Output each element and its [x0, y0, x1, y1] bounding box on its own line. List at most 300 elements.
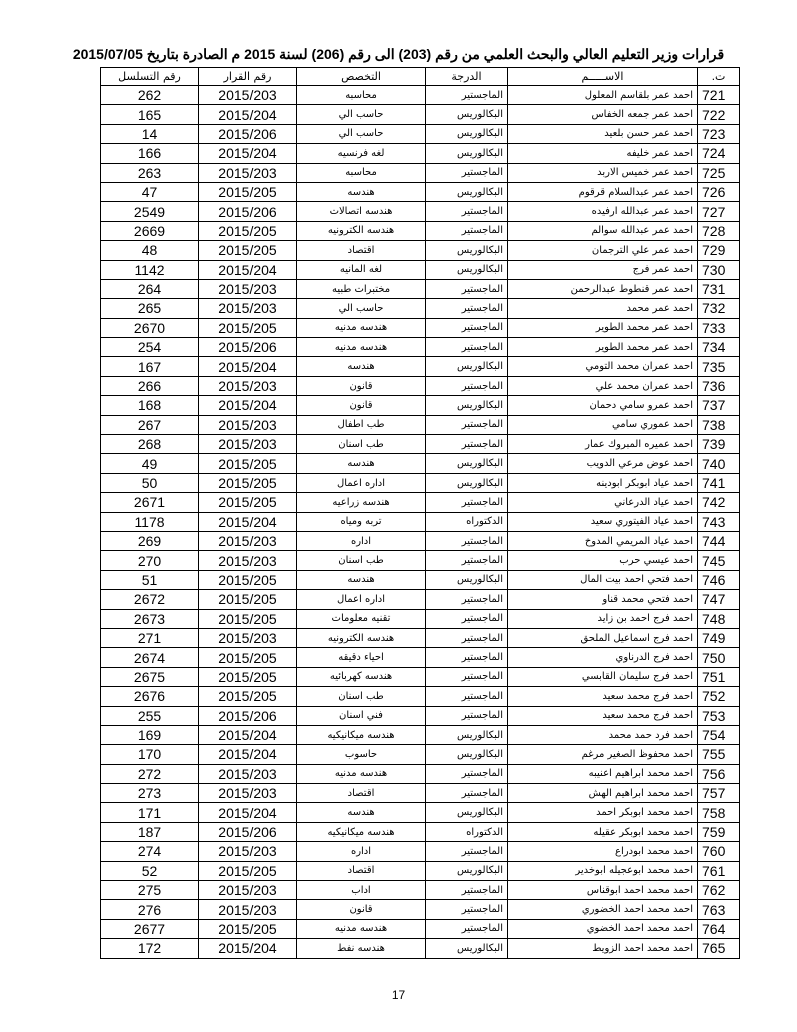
row-index: 743	[698, 512, 740, 531]
row-index: 724	[698, 144, 740, 163]
row-name: احمد عمر عبدالله سوالم	[508, 221, 698, 240]
table-row	[101, 163, 740, 182]
table-row	[101, 784, 740, 803]
row-degree: البكالوريس	[426, 570, 508, 589]
row-degree: الماجستير	[426, 667, 508, 686]
row-specialty: اداره اعمال	[297, 590, 426, 609]
row-specialty: هندسه	[297, 182, 426, 201]
row-serial-number: 269	[101, 531, 199, 550]
row-specialty: حاسب الي	[297, 105, 426, 124]
row-degree: الماجستير	[426, 279, 508, 298]
row-serial-number: 2669	[101, 221, 199, 240]
row-specialty: فني اسنان	[297, 706, 426, 725]
row-name: احمد عمر خميس الاربد	[508, 163, 698, 182]
row-index: 748	[698, 609, 740, 628]
row-specialty: اقتصاد	[297, 241, 426, 260]
row-degree: الماجستير	[426, 86, 508, 105]
row-serial-number: 166	[101, 144, 199, 163]
row-name: احمد فرج سليمان القابسي	[508, 667, 698, 686]
row-serial-number: 2670	[101, 318, 199, 337]
row-specialty: هندسه الكترونيه	[297, 628, 426, 647]
table-row	[101, 202, 740, 221]
table-body	[101, 86, 740, 959]
row-specialty: هندسه	[297, 454, 426, 473]
row-serial-number: 2672	[101, 590, 199, 609]
row-specialty: هندسه اتصالات	[297, 202, 426, 221]
row-specialty: هندسه الكترونيه	[297, 221, 426, 240]
row-serial-number: 1178	[101, 512, 199, 531]
row-degree: البكالوريس	[426, 396, 508, 415]
table-row	[101, 551, 740, 570]
row-decision-number: 2015/205	[199, 454, 297, 473]
row-index: 750	[698, 648, 740, 667]
row-specialty: مختبرات طبيه	[297, 279, 426, 298]
row-degree: البكالوريس	[426, 241, 508, 260]
row-decision-number: 2015/203	[199, 376, 297, 395]
row-name: احمد فرج اسماعيل الملحق	[508, 628, 698, 647]
table-row	[101, 531, 740, 550]
row-degree: الماجستير	[426, 687, 508, 706]
row-decision-number: 2015/205	[199, 648, 297, 667]
row-index: 747	[698, 590, 740, 609]
row-specialty: هندسه ميكانيكيه	[297, 725, 426, 744]
row-decision-number: 2015/205	[199, 182, 297, 201]
row-index: 740	[698, 454, 740, 473]
row-decision-number: 2015/203	[199, 551, 297, 570]
row-specialty: هندسه مدنيه	[297, 338, 426, 357]
row-index: 760	[698, 842, 740, 861]
row-decision-number: 2015/206	[199, 124, 297, 143]
row-name: احمد عمران محمد التومي	[508, 357, 698, 376]
row-degree: الماجستير	[426, 318, 508, 337]
row-decision-number: 2015/203	[199, 163, 297, 182]
row-name: احمد عمر عبدالله ارفيده	[508, 202, 698, 221]
row-index: 758	[698, 803, 740, 822]
row-index: 730	[698, 260, 740, 279]
row-index: 722	[698, 105, 740, 124]
table-row	[101, 376, 740, 395]
row-degree: البكالوريس	[426, 803, 508, 822]
row-degree: البكالوريس	[426, 454, 508, 473]
row-serial-number: 270	[101, 551, 199, 570]
row-serial-number: 275	[101, 881, 199, 900]
row-degree: البكالوريس	[426, 105, 508, 124]
table-row	[101, 318, 740, 337]
row-specialty: احياء دقيقه	[297, 648, 426, 667]
row-specialty: حاسب الي	[297, 299, 426, 318]
row-decision-number: 2015/203	[199, 86, 297, 105]
row-serial-number: 266	[101, 376, 199, 395]
table-row	[101, 221, 740, 240]
row-index: 749	[698, 628, 740, 647]
row-decision-number: 2015/205	[199, 318, 297, 337]
row-serial-number: 50	[101, 473, 199, 492]
row-name: احمد عيسي حرب	[508, 551, 698, 570]
row-name: احمد فرج محمد سعيد	[508, 706, 698, 725]
row-index: 732	[698, 299, 740, 318]
row-serial-number: 263	[101, 163, 199, 182]
row-decision-number: 2015/203	[199, 299, 297, 318]
row-specialty: هندسه مدنيه	[297, 318, 426, 337]
table-row	[101, 725, 740, 744]
row-name: احمد عمر محمد الطوير	[508, 318, 698, 337]
row-name: احمد عمر محمد	[508, 299, 698, 318]
table-row	[101, 706, 740, 725]
table-row	[101, 357, 740, 376]
row-index: 731	[698, 279, 740, 298]
document-title: قرارات وزير التعليم العالي والبحث العلمي من رقم (203) الى رقم (206) لسنة 2015 م الصادرة بتاريخ 2015/07/05	[72, 46, 725, 62]
table-row	[101, 900, 740, 919]
row-name: احمد عمر جمعه الخفاس	[508, 105, 698, 124]
row-degree: الماجستير	[426, 376, 508, 395]
row-serial-number: 2675	[101, 667, 199, 686]
row-specialty: تقنيه معلومات	[297, 609, 426, 628]
row-index: 754	[698, 725, 740, 744]
row-name: احمد عمر خليفه	[508, 144, 698, 163]
table-row	[101, 86, 740, 105]
table-row	[101, 667, 740, 686]
row-specialty: هندسه	[297, 803, 426, 822]
table-row	[101, 628, 740, 647]
row-serial-number: 1142	[101, 260, 199, 279]
row-serial-number: 165	[101, 105, 199, 124]
row-index: 765	[698, 939, 740, 958]
table-row	[101, 648, 740, 667]
table-row	[101, 105, 740, 124]
row-decision-number: 2015/206	[199, 822, 297, 841]
row-degree: الماجستير	[426, 202, 508, 221]
row-name: احمد فتحي محمد قناو	[508, 590, 698, 609]
row-index: 735	[698, 357, 740, 376]
row-index: 752	[698, 687, 740, 706]
row-decision-number: 2015/205	[199, 667, 297, 686]
row-serial-number: 2677	[101, 919, 199, 938]
header-index: ت.	[698, 68, 740, 86]
row-name: احمد عمران محمد علي	[508, 376, 698, 395]
row-decision-number: 2015/206	[199, 202, 297, 221]
row-serial-number: 274	[101, 842, 199, 861]
table-row	[101, 396, 740, 415]
header-name: الاســـــم	[508, 68, 698, 86]
row-name: احمد عمر قنطوط عبدالرحمن	[508, 279, 698, 298]
row-decision-number: 2015/205	[199, 609, 297, 628]
row-decision-number: 2015/205	[199, 221, 297, 240]
row-serial-number: 2673	[101, 609, 199, 628]
row-index: 728	[698, 221, 740, 240]
row-specialty: اداره اعمال	[297, 473, 426, 492]
row-decision-number: 2015/204	[199, 745, 297, 764]
row-name: احمد عياد الدرعاني	[508, 493, 698, 512]
row-index: 723	[698, 124, 740, 143]
row-index: 762	[698, 881, 740, 900]
row-index: 744	[698, 531, 740, 550]
row-index: 757	[698, 784, 740, 803]
row-index: 763	[698, 900, 740, 919]
row-decision-number: 2015/204	[199, 105, 297, 124]
row-name: احمد فرج محمد سعيد	[508, 687, 698, 706]
table-row	[101, 687, 740, 706]
row-serial-number: 2676	[101, 687, 199, 706]
row-decision-number: 2015/204	[199, 260, 297, 279]
row-name: احمد عمر حسن بلعيد	[508, 124, 698, 143]
row-decision-number: 2015/205	[199, 241, 297, 260]
row-degree: الماجستير	[426, 900, 508, 919]
table-row	[101, 881, 740, 900]
row-decision-number: 2015/204	[199, 939, 297, 958]
row-name: احمد عمر محمد الطوير	[508, 338, 698, 357]
row-decision-number: 2015/203	[199, 531, 297, 550]
row-name: احمد عياد المريمي المدوخ	[508, 531, 698, 550]
row-serial-number: 2671	[101, 493, 199, 512]
table-row	[101, 279, 740, 298]
row-specialty: طب اطفال	[297, 415, 426, 434]
row-degree: الماجستير	[426, 706, 508, 725]
row-specialty: حاسب الي	[297, 124, 426, 143]
row-serial-number: 262	[101, 86, 199, 105]
row-index: 726	[698, 182, 740, 201]
row-specialty: قانون	[297, 900, 426, 919]
row-serial-number: 187	[101, 822, 199, 841]
row-degree: الماجستير	[426, 551, 508, 570]
row-degree: الماجستير	[426, 299, 508, 318]
row-name: احمد فرج احمد بن زايد	[508, 609, 698, 628]
table-row	[101, 473, 740, 492]
row-specialty: قانون	[297, 376, 426, 395]
row-decision-number: 2015/204	[199, 357, 297, 376]
row-name: احمد عياد الفيتوري سعيد	[508, 512, 698, 531]
row-name: احمد عمرو سامي دحمان	[508, 396, 698, 415]
row-degree: الماجستير	[426, 842, 508, 861]
row-specialty: تربه ومياه	[297, 512, 426, 531]
row-specialty: هندسه كهربائيه	[297, 667, 426, 686]
row-decision-number: 2015/204	[199, 512, 297, 531]
row-degree: الدكتوراه	[426, 512, 508, 531]
row-serial-number: 171	[101, 803, 199, 822]
row-specialty: هندسه	[297, 570, 426, 589]
row-serial-number: 51	[101, 570, 199, 589]
row-name: احمد فتحي احمد بيت المال	[508, 570, 698, 589]
row-degree: الماجستير	[426, 493, 508, 512]
row-degree: البكالوريس	[426, 939, 508, 958]
row-name: احمد فرج الدرناوي	[508, 648, 698, 667]
table-row	[101, 260, 740, 279]
row-name: احمد محمد احمد ابوقناس	[508, 881, 698, 900]
row-degree: الماجستير	[426, 609, 508, 628]
row-decision-number: 2015/205	[199, 919, 297, 938]
table-header-row	[101, 68, 740, 86]
row-specialty: حاسوب	[297, 745, 426, 764]
row-name: احمد فرد حمد محمد	[508, 725, 698, 744]
row-index: 733	[698, 318, 740, 337]
row-degree: البكالوريس	[426, 144, 508, 163]
row-specialty: هندسه نفط	[297, 939, 426, 958]
row-serial-number: 276	[101, 900, 199, 919]
row-specialty: لغه المانيه	[297, 260, 426, 279]
row-specialty: قانون	[297, 396, 426, 415]
row-degree: البكالوريس	[426, 473, 508, 492]
row-degree: الماجستير	[426, 881, 508, 900]
table-row	[101, 939, 740, 958]
row-decision-number: 2015/206	[199, 706, 297, 725]
row-index: 764	[698, 919, 740, 938]
row-index: 739	[698, 435, 740, 454]
table-row	[101, 842, 740, 861]
row-name: احمد محمد احمد الخضوي	[508, 919, 698, 938]
row-serial-number: 264	[101, 279, 199, 298]
row-serial-number: 47	[101, 182, 199, 201]
row-serial-number: 272	[101, 764, 199, 783]
table-row	[101, 338, 740, 357]
row-decision-number: 2015/203	[199, 900, 297, 919]
table-row	[101, 454, 740, 473]
row-serial-number: 14	[101, 124, 199, 143]
row-decision-number: 2015/205	[199, 687, 297, 706]
row-serial-number: 268	[101, 435, 199, 454]
row-serial-number: 254	[101, 338, 199, 357]
row-degree: الماجستير	[426, 435, 508, 454]
table-row	[101, 493, 740, 512]
row-index: 742	[698, 493, 740, 512]
row-specialty: طب اسنان	[297, 435, 426, 454]
row-index: 737	[698, 396, 740, 415]
table-row	[101, 822, 740, 841]
table-row	[101, 745, 740, 764]
row-index: 738	[698, 415, 740, 434]
table-row	[101, 570, 740, 589]
row-degree: الماجستير	[426, 764, 508, 783]
row-specialty: محاسبه	[297, 86, 426, 105]
row-serial-number: 167	[101, 357, 199, 376]
row-specialty: اداره	[297, 842, 426, 861]
row-degree: البكالوريس	[426, 260, 508, 279]
row-name: احمد محمد ابودراع	[508, 842, 698, 861]
row-index: 721	[698, 86, 740, 105]
table-row	[101, 590, 740, 609]
row-index: 753	[698, 706, 740, 725]
row-degree: البكالوريس	[426, 124, 508, 143]
row-decision-number: 2015/203	[199, 628, 297, 647]
row-name: احمد عمر عبدالسلام قرقوم	[508, 182, 698, 201]
page-number: 17	[391, 988, 406, 1002]
row-decision-number: 2015/203	[199, 784, 297, 803]
row-serial-number: 2674	[101, 648, 199, 667]
row-degree: البكالوريس	[426, 725, 508, 744]
row-decision-number: 2015/203	[199, 279, 297, 298]
row-index: 755	[698, 745, 740, 764]
table-row	[101, 803, 740, 822]
row-serial-number: 2549	[101, 202, 199, 221]
header-specialty: التخصص	[297, 68, 426, 86]
row-degree: الماجستير	[426, 919, 508, 938]
row-decision-number: 2015/205	[199, 861, 297, 880]
row-decision-number: 2015/203	[199, 764, 297, 783]
decisions-table	[100, 67, 740, 959]
row-decision-number: 2015/206	[199, 338, 297, 357]
table-row	[101, 144, 740, 163]
row-specialty: محاسبه	[297, 163, 426, 182]
table-row	[101, 124, 740, 143]
row-index: 746	[698, 570, 740, 589]
row-degree: البكالوريس	[426, 182, 508, 201]
row-name: احمد محمد ابراهيم اعنيبه	[508, 764, 698, 783]
row-degree: الماجستير	[426, 221, 508, 240]
table-row	[101, 764, 740, 783]
row-index: 756	[698, 764, 740, 783]
row-serial-number: 265	[101, 299, 199, 318]
row-specialty: هندسه ميكانيكيه	[297, 822, 426, 841]
row-serial-number: 273	[101, 784, 199, 803]
row-decision-number: 2015/203	[199, 415, 297, 434]
row-degree: الماجستير	[426, 531, 508, 550]
row-serial-number: 49	[101, 454, 199, 473]
row-specialty: طب اسنان	[297, 551, 426, 570]
row-index: 745	[698, 551, 740, 570]
row-name: احمد محمد ابوبكر احمد	[508, 803, 698, 822]
row-degree: الماجستير	[426, 163, 508, 182]
row-decision-number: 2015/203	[199, 881, 297, 900]
row-specialty: اقتصاد	[297, 861, 426, 880]
row-degree: الماجستير	[426, 590, 508, 609]
table-row	[101, 609, 740, 628]
row-specialty: لغه فرنسيه	[297, 144, 426, 163]
row-index: 751	[698, 667, 740, 686]
row-specialty: اقتصاد	[297, 784, 426, 803]
row-decision-number: 2015/205	[199, 570, 297, 589]
row-serial-number: 168	[101, 396, 199, 415]
header-degree: الدرجة	[426, 68, 508, 86]
row-decision-number: 2015/203	[199, 842, 297, 861]
header-decision-number: رقم القرار	[199, 68, 297, 86]
header-serial-number: رقم التسلسل	[101, 68, 199, 86]
table-row	[101, 435, 740, 454]
table-row	[101, 241, 740, 260]
row-index: 736	[698, 376, 740, 395]
row-decision-number: 2015/205	[199, 590, 297, 609]
row-index: 725	[698, 163, 740, 182]
row-serial-number: 169	[101, 725, 199, 744]
row-serial-number: 271	[101, 628, 199, 647]
row-name: احمد عمر بلقاسم المعلول	[508, 86, 698, 105]
row-index: 727	[698, 202, 740, 221]
table-row	[101, 182, 740, 201]
row-index: 741	[698, 473, 740, 492]
row-name: احمد محفوظ الصغير مرغم	[508, 745, 698, 764]
row-decision-number: 2015/204	[199, 396, 297, 415]
row-degree: الماجستير	[426, 784, 508, 803]
row-serial-number: 172	[101, 939, 199, 958]
row-specialty: اداب	[297, 881, 426, 900]
row-decision-number: 2015/205	[199, 473, 297, 492]
row-name: احمد محمد احمد الزويط	[508, 939, 698, 958]
row-index: 729	[698, 241, 740, 260]
row-specialty: اداره	[297, 531, 426, 550]
row-degree: البكالوريس	[426, 861, 508, 880]
row-degree: الماجستير	[426, 338, 508, 357]
row-serial-number: 170	[101, 745, 199, 764]
table-row	[101, 512, 740, 531]
row-decision-number: 2015/204	[199, 725, 297, 744]
row-serial-number: 255	[101, 706, 199, 725]
row-degree: الماجستير	[426, 628, 508, 647]
table-row	[101, 299, 740, 318]
row-serial-number: 267	[101, 415, 199, 434]
row-specialty: هندسه زراعيه	[297, 493, 426, 512]
row-name: احمد محمد ابوبكر عقيله	[508, 822, 698, 841]
row-specialty: هندسه	[297, 357, 426, 376]
row-degree: البكالوريس	[426, 745, 508, 764]
row-decision-number: 2015/204	[199, 144, 297, 163]
row-name: احمد عموري سامي	[508, 415, 698, 434]
